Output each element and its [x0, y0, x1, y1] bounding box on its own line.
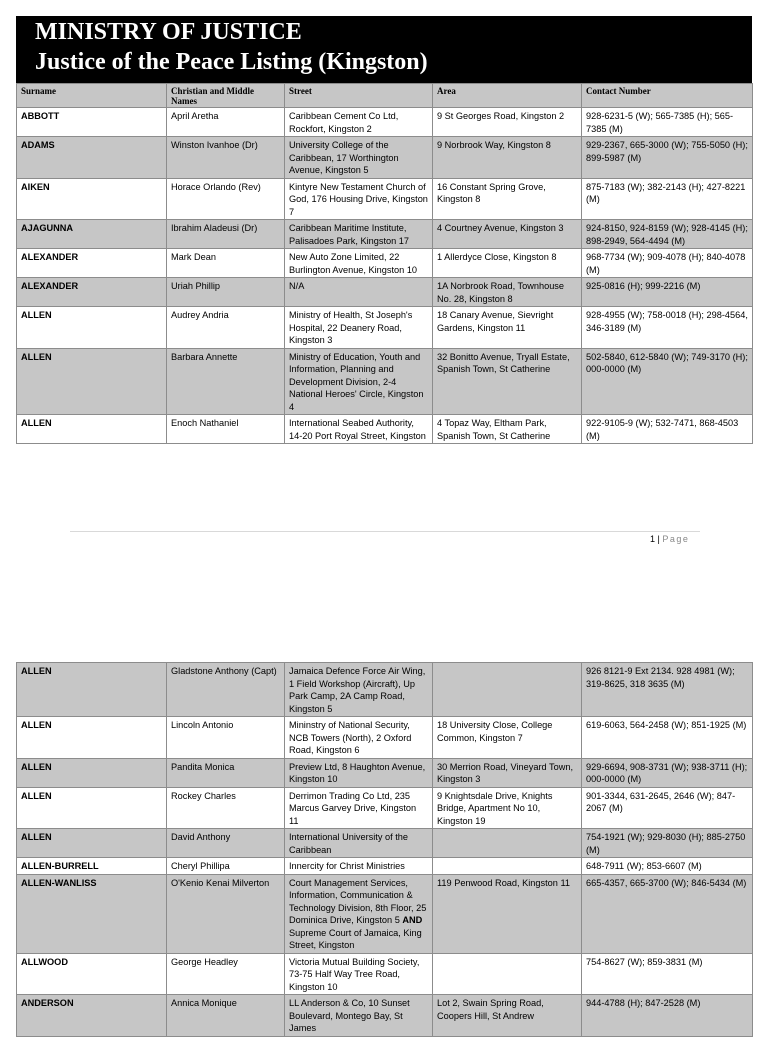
names-cell: Rockey Charles	[167, 787, 285, 829]
contact-cell: 875-7183 (W); 382-2143 (H); 427-8221 (M)	[582, 178, 753, 220]
contact-cell: 926 8121-9 Ext 2134. 928 4981 (W); 319-8625, 318 3635 (M)	[582, 663, 753, 717]
table-row	[17, 717, 753, 759]
street-cell: Ministry of Health, St Joseph's Hospital, 22 Deanery Road, Kingston 3	[285, 307, 433, 349]
names-cell: Ibrahim Aladeusi (Dr)	[167, 220, 285, 249]
street-cell: N/A	[285, 278, 433, 307]
contact-cell: 922-9105-9 (W); 532-7471, 868-4503 (M)	[582, 415, 753, 444]
area-cell: 1A Norbrook Road, Townhouse No. 28, Kingston 8	[433, 278, 582, 307]
contact-cell: 925-0816 (H); 999-2216 (M)	[582, 278, 753, 307]
contact-cell: 754-1921 (W); 929-8030 (H); 885-2750 (M)	[582, 829, 753, 858]
contact-cell: 502-5840, 612-5840 (W); 749-3170 (H); 000-0000 (M)	[582, 348, 753, 415]
page-separator: |	[657, 534, 660, 544]
street-cell: Caribbean Maritime Institute, Palisadoes Park, Kingston 17	[285, 220, 433, 249]
contact-cell: 754-8627 (W); 859-3831 (M)	[582, 953, 753, 995]
contact-cell: 928-6231-5 (W); 565-7385 (H); 565-7385 (M)	[582, 108, 753, 137]
street-cell: Preview Ltd, 8 Haughton Avenue, Kingston 10	[285, 758, 433, 787]
contact-cell: 928-4955 (W); 758-0018 (H); 298-4564, 346-3189 (M)	[582, 307, 753, 349]
names-cell: Lincoln Antonio	[167, 717, 285, 759]
surname-cell: ALLEN-WANLISS	[17, 874, 167, 953]
contact-cell: 944-4788 (H); 847-2528 (M)	[582, 995, 753, 1037]
surname-cell: AIKEN	[17, 178, 167, 220]
column-header-contact: Contact Number	[582, 84, 753, 108]
column-header-surname: Surname	[17, 84, 167, 108]
names-cell: April Aretha	[167, 108, 285, 137]
table-row	[17, 108, 753, 137]
table-row	[17, 348, 753, 415]
surname-cell: ALLWOOD	[17, 953, 167, 995]
table-row	[17, 178, 753, 220]
surname-cell: AJAGUNNA	[17, 220, 167, 249]
table-row	[17, 249, 753, 278]
area-cell	[433, 858, 582, 875]
table-row	[17, 758, 753, 787]
area-cell: 119 Penwood Road, Kingston 11	[433, 874, 582, 953]
table-row	[17, 137, 753, 179]
table-row	[17, 874, 753, 953]
names-cell: Mark Dean	[167, 249, 285, 278]
names-cell: David Anthony	[167, 829, 285, 858]
names-cell: Gladstone Anthony (Capt)	[167, 663, 285, 717]
area-cell: 4 Topaz Way, Eltham Park, Spanish Town, St Catherine	[433, 415, 582, 444]
surname-cell: ALLEN	[17, 829, 167, 858]
table-row	[17, 220, 753, 249]
surname-cell: ALLEN	[17, 415, 167, 444]
contact-cell: 901-3344, 631-2645, 2646 (W); 847-2067 (M)	[582, 787, 753, 829]
table-row	[17, 858, 753, 875]
area-cell: 9 Norbrook Way, Kingston 8	[433, 137, 582, 179]
surname-cell: ALLEN	[17, 348, 167, 415]
surname-cell: ALEXANDER	[17, 278, 167, 307]
column-header-street: Street	[285, 84, 433, 108]
page-number: 1	[650, 534, 656, 544]
contact-cell: 929-2367, 665-3000 (W); 755-5050 (H); 899-5987 (M)	[582, 137, 753, 179]
ministry-title: MINISTRY OF JUSTICE	[35, 19, 302, 45]
table-row	[17, 307, 753, 349]
street-cell: New Auto Zone Limited, 22 Burlington Avenue, Kingston 10	[285, 249, 433, 278]
area-cell: 18 University Close, College Common, Kingston 7	[433, 717, 582, 759]
area-cell: 9 St Georges Road, Kingston 2	[433, 108, 582, 137]
contact-cell: 665-4357, 665-3700 (W); 846-5434 (M)	[582, 874, 753, 953]
street-cell	[285, 874, 433, 953]
street-cell: LL Anderson & Co, 10 Sunset Boulevard, Montego Bay, St James	[285, 995, 433, 1037]
area-cell	[433, 829, 582, 858]
area-cell: 1 Allerdyce Close, Kingston 8	[433, 249, 582, 278]
street-text-continued: Supreme Court of Jamaica, King Street, Kingston	[289, 927, 422, 950]
street-cell: Mininstry of National Security, NCB Towers (North), 2 Oxford Road, Kingston 6	[285, 717, 433, 759]
page-header	[16, 16, 752, 83]
contact-cell: 924-8150, 924-8159 (W); 928-4145 (H); 898-2949, 564-4494 (M)	[582, 220, 753, 249]
street-cell: International Seabed Authority, 14-20 Port Royal Street, Kingston	[285, 415, 433, 444]
table-header-row	[17, 84, 753, 108]
names-cell: Pandita Monica	[167, 758, 285, 787]
names-cell: O'Kenio Kenai Milverton	[167, 874, 285, 953]
table-body-page1	[17, 108, 753, 444]
surname-cell: ABBOTT	[17, 108, 167, 137]
surname-cell: ANDERSON	[17, 995, 167, 1037]
table-row	[17, 278, 753, 307]
names-cell: Barbara Annette	[167, 348, 285, 415]
surname-cell: ALLEN-BURRELL	[17, 858, 167, 875]
street-cell: Victoria Mutual Building Society, 73-75 Half Way Tree Road, Kingston 10	[285, 953, 433, 995]
street-cell: Derrimon Trading Co Ltd, 235 Marcus Garvey Drive, Kingston 11	[285, 787, 433, 829]
contact-cell: 968-7734 (W); 909-4078 (H); 840-4078 (M)	[582, 249, 753, 278]
contact-cell: 619-6063, 564-2458 (W); 851-1925 (M)	[582, 717, 753, 759]
column-header-names: Christian and Middle Names	[167, 84, 285, 108]
table-row	[17, 663, 753, 717]
names-cell: Audrey Andria	[167, 307, 285, 349]
surname-cell: ALLEN	[17, 717, 167, 759]
area-cell: 9 Knightsdale Drive, Knights Bridge, Apartment No 10, Kingston 19	[433, 787, 582, 829]
surname-cell: ADAMS	[17, 137, 167, 179]
names-cell: Cheryl Phillipa	[167, 858, 285, 875]
names-cell: George Headley	[167, 953, 285, 995]
table-row	[17, 415, 753, 444]
surname-cell: ALLEN	[17, 787, 167, 829]
area-cell	[433, 953, 582, 995]
names-cell: Enoch Nathaniel	[167, 415, 285, 444]
table-row	[17, 829, 753, 858]
street-cell: University College of the Caribbean, 17 Worthington Avenue, Kingston 5	[285, 137, 433, 179]
street-cell: Caribbean Cement Co Ltd, Rockfort, Kingston 2	[285, 108, 433, 137]
street-cell: Ministry of Education, Youth and Information, Planning and Development Division, 2-4 National Heroes' Circle, Kingston 4	[285, 348, 433, 415]
contact-cell: 648-7911 (W); 853-6607 (M)	[582, 858, 753, 875]
table-body-page2	[17, 663, 753, 1037]
contact-cell: 929-6694, 908-3731 (W); 938-3711 (H); 000-0000 (M)	[582, 758, 753, 787]
names-cell: Horace Orlando (Rev)	[167, 178, 285, 220]
listing-title: Justice of the Peace Listing (Kingston)	[35, 49, 428, 75]
surname-cell: ALLEN	[17, 663, 167, 717]
surname-cell: ALLEN	[17, 307, 167, 349]
column-header-area: Area	[433, 84, 582, 108]
table-row	[17, 787, 753, 829]
area-cell: 16 Constant Spring Grove, Kingston 8	[433, 178, 582, 220]
area-cell: Lot 2, Swain Spring Road, Coopers Hill, St Andrew	[433, 995, 582, 1037]
jp-listing-table-page1	[16, 83, 753, 444]
street-text: Court Management Services, Information, Communication & Technology Division, 8th Floor, 25 Dominica Drive, Kingston 5	[289, 877, 427, 925]
table-row	[17, 953, 753, 995]
area-cell: 18 Canary Avenue, Sievright Gardens, Kingston 11	[433, 307, 582, 349]
names-cell: Winston Ivanhoe (Dr)	[167, 137, 285, 179]
street-cell: Innercity for Christ Ministries	[285, 858, 433, 875]
street-cell: International University of the Caribbean	[285, 829, 433, 858]
names-cell: Annica Monique	[167, 995, 285, 1037]
street-cell: Jamaica Defence Force Air Wing, 1 Field Workshop (Aircraft), Up Park Camp, 2A Camp Road, Kingston 5	[285, 663, 433, 717]
street-conjunction: AND	[402, 915, 423, 925]
names-cell: Uriah Phillip	[167, 278, 285, 307]
surname-cell: ALEXANDER	[17, 249, 167, 278]
street-cell: Kintyre New Testament Church of God, 176 Housing Drive, Kingston 7	[285, 178, 433, 220]
footer-divider	[70, 531, 700, 532]
page-label: Page	[662, 534, 690, 544]
area-cell: 30 Merrion Road, Vineyard Town, Kingston 3	[433, 758, 582, 787]
area-cell: 32 Bonitto Avenue, Tryall Estate, Spanish Town, St Catherine	[433, 348, 582, 415]
table-row	[17, 995, 753, 1037]
page-number-footer	[650, 534, 689, 544]
jp-listing-table-page2	[16, 662, 753, 1037]
area-cell: 4 Courtney Avenue, Kingston 3	[433, 220, 582, 249]
area-cell	[433, 663, 582, 717]
surname-cell: ALLEN	[17, 758, 167, 787]
